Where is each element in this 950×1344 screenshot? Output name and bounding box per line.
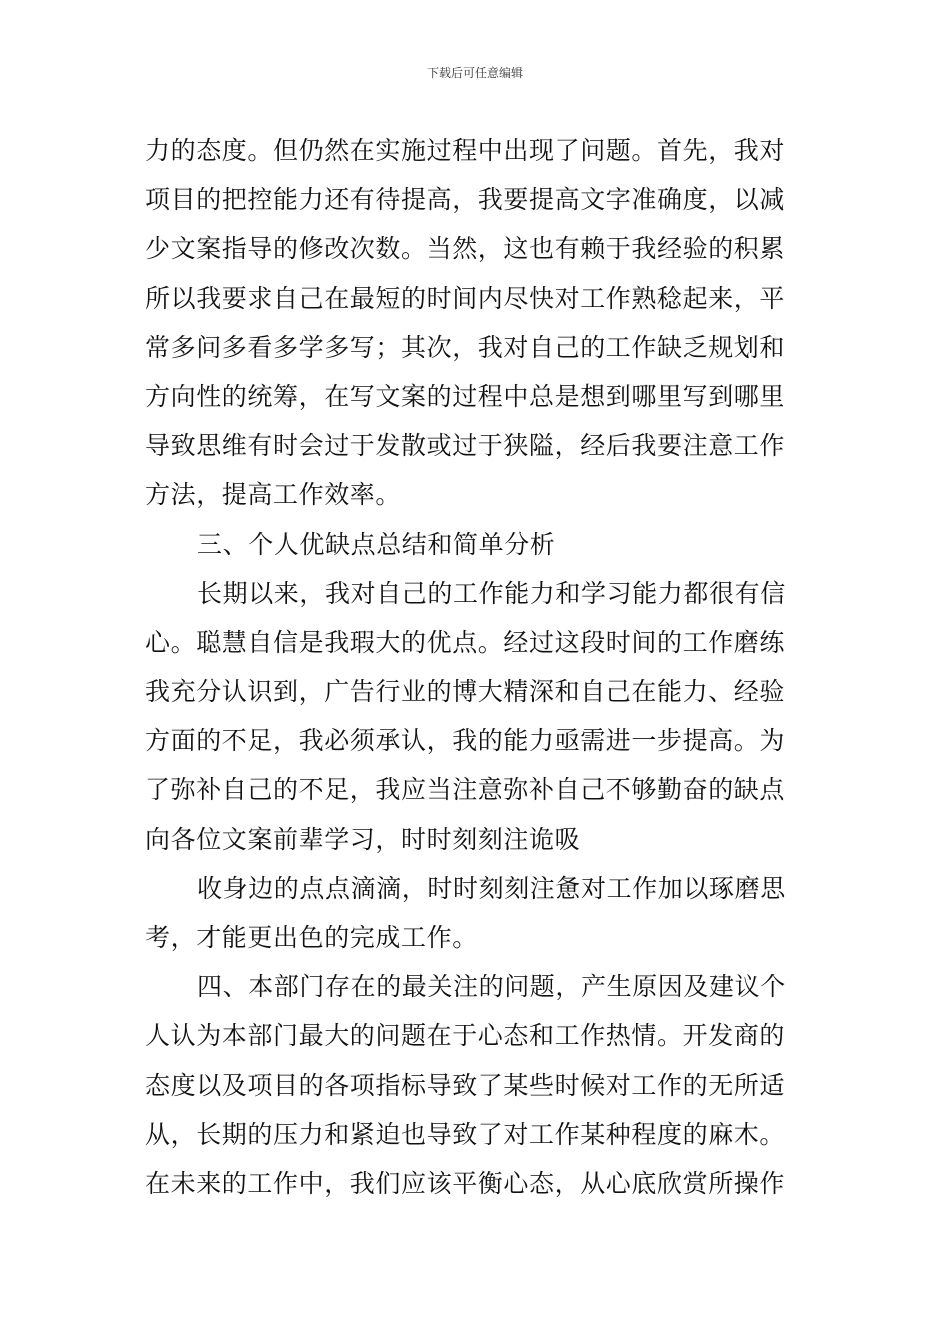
text-line: 方面的不足，我必须承认，我的能力亟需进一步提高。为 <box>145 726 786 756</box>
text-line: 向各位文案前辈学习，时时刻刻注诡吸 <box>145 824 581 854</box>
text-line: 态度以及项目的各项指标导致了某些时候对工作的无所适 <box>145 1070 786 1100</box>
text-line: 人认为本部门最大的问题在于心态和工作热情。开发商的 <box>145 1021 786 1051</box>
text-line: 长期以来，我对自己的工作能力和学习能力都很有信 <box>197 578 786 608</box>
text-line: 方法，提高工作效率。 <box>145 480 402 510</box>
text-line: 在未来的工作中，我们应该平衡心态，从心底欣赏所操作 <box>145 1168 786 1198</box>
body-text <box>145 126 825 1208</box>
text-line: 少文案指导的修改次数。当然，这也有赖于我经验的积累 <box>145 234 786 264</box>
text-line: 常多问多看多学多写；其次，我对自己的工作缺乏规划和 <box>145 332 786 362</box>
text-line: 力的态度。但仍然在实施过程中出现了问题。首先，我对 <box>145 136 786 165</box>
text-line: 我充分认识到，广告行业的博大精深和自己在能力、经验 <box>145 677 786 707</box>
page-header: 下载后可任意编辑 <box>426 66 523 80</box>
text-line: 心。聪慧自信是我瑕大的优点。经过这段时间的工作磨练 <box>145 627 786 657</box>
text-line: 考，才能更出色的完成工作。 <box>145 923 478 952</box>
text-line: 从，长期的压力和紧迫也导致了对工作某种程度的麻木。 <box>145 1119 786 1149</box>
text-line: 方向性的统筹，在写文案的过程中总是想到哪里写到哪里 <box>145 381 786 411</box>
text-line: 所以我要求自己在最短的时间内尽快对工作熟稔起来，平 <box>145 283 786 313</box>
text-line: 项目的把控能力还有待提高，我要提高文字准确度，以减 <box>145 185 786 215</box>
text-line: 了弥补自己的不足，我应当注意弥补自己不够勤奋的缺点 <box>145 775 786 805</box>
section-heading: 四、本部门存在的最关注的问题，产生原因及建议个 <box>197 972 786 1002</box>
text-line: 导致思维有时会过于发散或过于狭隘，经后我要注意工作 <box>145 431 786 461</box>
text-line: 收身边的点点滴滴，时时刻刻注惫对工作加以琢磨思 <box>197 873 786 903</box>
section-heading: 三、个人优缺点总结和简单分析 <box>197 529 556 559</box>
